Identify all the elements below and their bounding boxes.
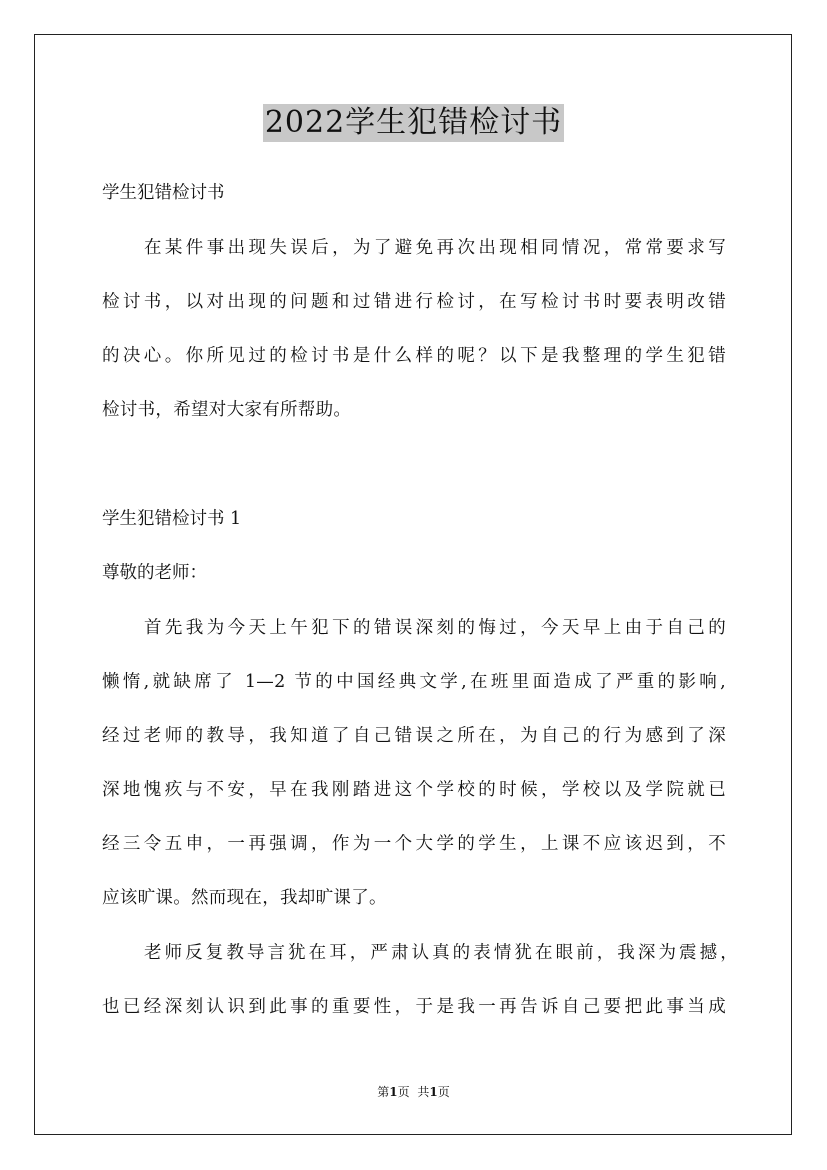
document-title: 2022学生犯错检讨书 xyxy=(264,105,563,140)
footer-total-prefix: 共 xyxy=(417,1085,430,1099)
section-title: 学生犯错检讨书 1 xyxy=(102,509,242,529)
para1-line-4: 深地愧疚与不安，早在我刚踏进这个学校的时候，学校以及学院就已 xyxy=(102,780,726,800)
document-subtitle: 学生犯错检讨书 xyxy=(102,183,225,203)
para1-line-6: 应该旷课。然而现在，我却旷课了。 xyxy=(102,888,387,908)
footer-total-number: 1 xyxy=(429,1085,438,1099)
para1-line-3: 经过老师的教导，我知道了自己错误之所在，为自己的行为感到了深 xyxy=(102,726,726,746)
title-container xyxy=(0,104,827,142)
page-footer xyxy=(0,1084,827,1100)
footer-total-suffix: 页 xyxy=(437,1085,450,1099)
para2-line-1: 老师反复教导言犹在耳，严肃认真的表情犹在眼前，我深为震撼， xyxy=(144,943,738,963)
footer-page-suffix: 页 xyxy=(397,1085,410,1099)
footer-page-number: 1 xyxy=(389,1085,398,1099)
para2-line-2: 也已经深刻认识到此事的重要性，于是我一再告诉自己要把此事当成 xyxy=(102,997,726,1017)
intro-line-4: 检讨书，希望对大家有所帮助。 xyxy=(102,400,352,420)
footer-page-prefix: 第 xyxy=(377,1085,390,1099)
salutation: 尊敬的老师： xyxy=(102,563,207,583)
intro-line-2: 检讨书，以对出现的问题和过错进行检讨，在写检讨书时要表明改错 xyxy=(102,292,726,312)
para1-line-2: 懒惰,就缺席了 1—2 节的中国经典文学,在班里面造成了严重的影响, xyxy=(102,672,726,692)
para1-line-1: 首先我为今天上午犯下的错误深刻的悔过，今天早上由于自己的 xyxy=(144,618,726,638)
intro-line-3: 的决心。你所见过的检讨书是什么样的呢？以下是我整理的学生犯错 xyxy=(102,346,726,366)
para1-line-5: 经三令五申，一再强调，作为一个大学的学生，上课不应该迟到，不 xyxy=(102,834,726,854)
intro-line-1: 在某件事出现失误后，为了避免再次出现相同情况，常常要求写 xyxy=(144,238,726,258)
